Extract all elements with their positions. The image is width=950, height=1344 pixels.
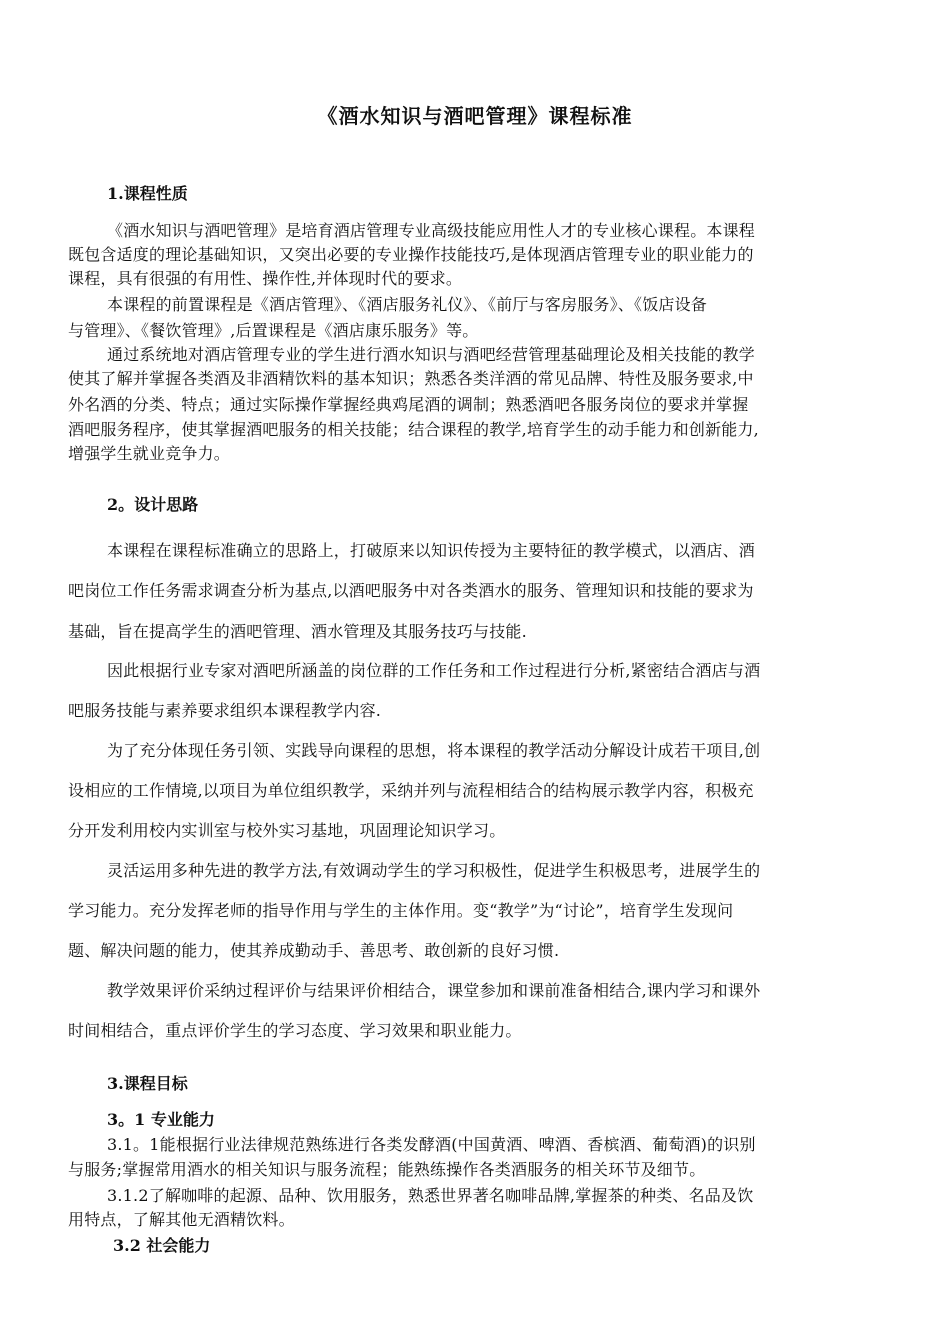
paragraph-line: 因此根据行业专家对酒吧所涵盖的岗位群的工作任务和工作过程进行分析,紧密结合酒店与酒	[107, 661, 761, 680]
paragraph-line: 使其了解并掌握各类酒及非酒精饮料的基本知识；熟悉各类洋酒的常见品牌、特性及服务要求,中	[68, 369, 754, 388]
paragraph-line: 增强学生就业竞争力。	[68, 444, 231, 463]
paragraph-line: 3.1。1能根据行业法律规范熟练进行各类发酵酒(中国黄酒、啤酒、香槟酒、葡萄酒)的识别	[107, 1135, 756, 1154]
section-2-heading: 2。设计思路	[107, 495, 199, 514]
paragraph-line: 吧岗位工作任务需求调查分析为基点,以酒吧服务中对各类酒水的服务、管理知识和技能的要求为	[68, 581, 754, 600]
paragraph-line: 题、解决问题的能力，使其养成勤动手、善思考、敢创新的良好习惯.	[68, 941, 560, 960]
section-1-heading: 1.课程性质	[107, 184, 188, 203]
paragraph-line: 本课程的前置课程是《酒店管理》、《酒店服务礼仪》、《前厅与客房服务》、《饭店设备	[107, 295, 708, 314]
section-3-heading: 3.课程目标	[107, 1074, 188, 1093]
paragraph-line: 为了充分体现任务引领、实践导向课程的思想，将本课程的教学活动分解设计成若干项目,创	[107, 741, 761, 760]
paragraph-line: 与服务;掌握常用酒水的相关知识与服务流程；能熟练操作各类酒服务的相关环节及细节。	[68, 1160, 706, 1179]
paragraph-line: 学习能力。充分发挥老师的指导作用与学生的主体作用。变“教学”为“讨论”，培育学生发现问	[68, 901, 734, 920]
document-title: 《酒水知识与酒吧管理》课程标准	[317, 104, 633, 128]
paragraph-line: 教学效果评价采纳过程评价与结果评价相结合，课堂参加和课前准备相结合,课内学习和课外	[107, 981, 761, 1000]
paragraph-line: 酒吧服务程序，使其掌握酒吧服务的相关技能；结合课程的教学,培育学生的动手能力和创新能力,	[68, 420, 759, 439]
paragraph-line: 灵活运用多种先进的教学方法,有效调动学生的学习积极性，促进学生积极思考，进展学生的	[107, 861, 761, 880]
paragraph-line: 设相应的工作情境,以项目为单位组织教学，采纳并列与流程相结合的结构展示教学内容，积极充	[68, 781, 754, 800]
paragraph-line: 本课程在课程标准确立的思路上，打破原来以知识传授为主要特征的教学模式，以酒店、酒	[107, 541, 756, 560]
paragraph-line: 时间相结合，重点评价学生的学习态度、学习效果和职业能力。	[68, 1021, 522, 1040]
paragraph-line: 外名酒的分类、特点；通过实际操作掌握经典鸡尾酒的调制；熟悉酒吧各服务岗位的要求并掌握	[68, 395, 749, 414]
paragraph-line: 课程，具有很强的有用性、操作性,并体现时代的要求。	[68, 269, 463, 288]
paragraph-line: 用特点，了解其他无酒精饮料。	[68, 1210, 295, 1229]
section-3-1-heading: 3。1 专业能力	[107, 1110, 215, 1129]
paragraph-line: 既包含适度的理论基础知识，又突出必要的专业操作技能技巧,是体现酒店管理专业的职业能力的	[68, 245, 754, 264]
section-3-2-heading: 3.2 社会能力	[113, 1236, 211, 1255]
paragraph-line: 吧服务技能与素养要求组织本课程教学内容.	[68, 701, 382, 720]
paragraph-line: 《酒水知识与酒吧管理》是培育酒店管理专业高级技能应用性人才的专业核心课程。本课程	[107, 221, 756, 240]
paragraph-line: 3.1.2了解咖啡的起源、品种、饮用服务，熟悉世界著名咖啡品牌,掌握茶的种类、名品及饮	[107, 1186, 754, 1205]
paragraph-line: 基础，旨在提高学生的酒吧管理、酒水管理及其服务技巧与技能.	[68, 622, 527, 641]
paragraph-line: 通过系统地对酒店管理专业的学生进行酒水知识与酒吧经营管理基础理论及相关技能的教学	[107, 345, 756, 364]
paragraph-line: 分开发利用校内实训室与校外实习基地，巩固理论知识学习。	[68, 821, 506, 840]
paragraph-line: 与管理》、《餐饮管理》,后置课程是《酒店康乐服务》等。	[68, 321, 479, 340]
